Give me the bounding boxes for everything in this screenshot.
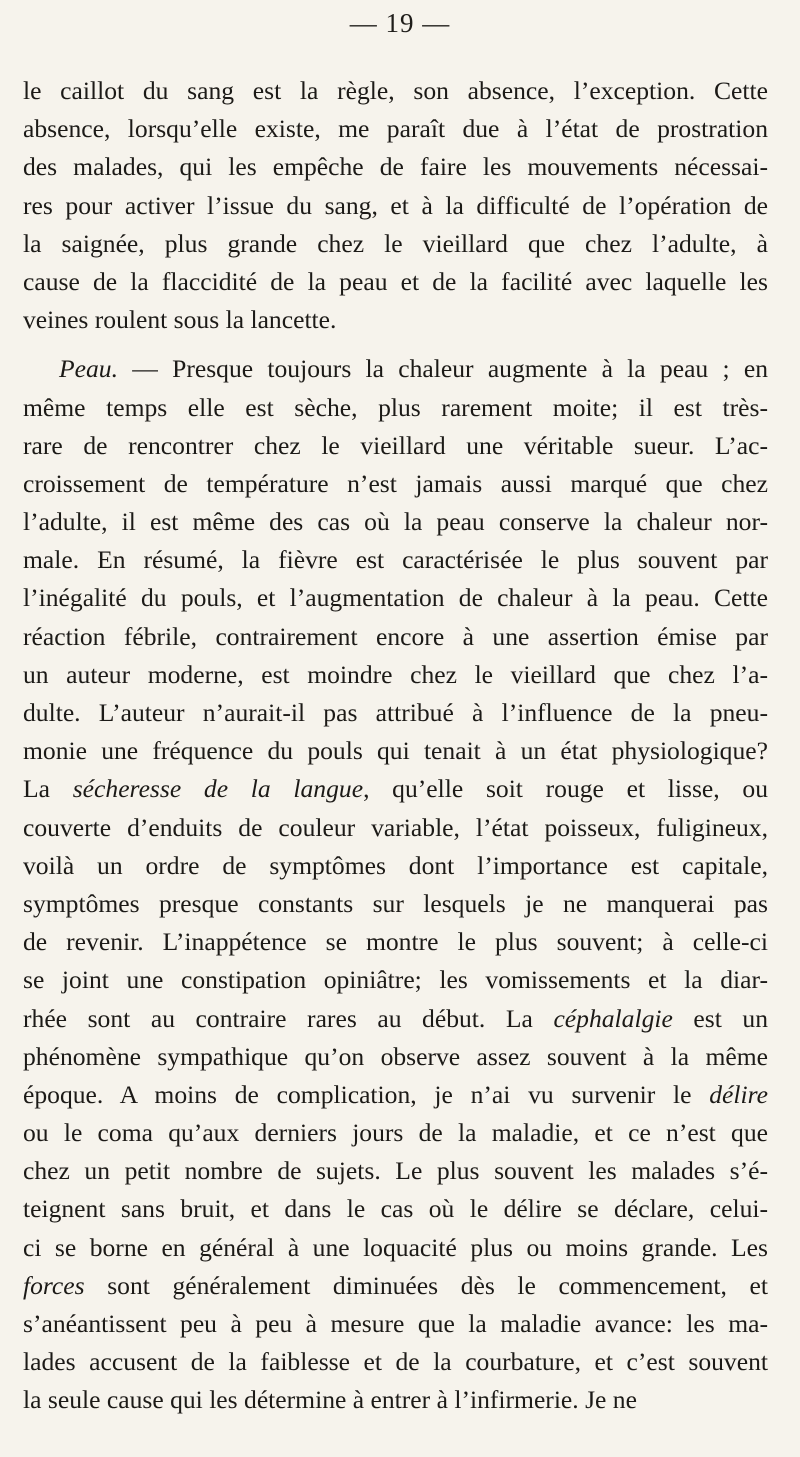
line-text: couverte d’enduits de couleur variable, l’état poisseux, fuligineux, bbox=[23, 812, 768, 842]
text-line bbox=[23, 923, 768, 961]
italic-text: céphalalgie bbox=[553, 1003, 673, 1033]
line-text: La bbox=[23, 774, 73, 804]
line-text: s’anéantissent peu à peu à mesure que la maladie avance: les ma- bbox=[23, 1309, 768, 1338]
text-line bbox=[23, 1114, 768, 1152]
text-line bbox=[23, 1381, 768, 1419]
text-line bbox=[23, 72, 768, 110]
text-line bbox=[23, 301, 768, 339]
line-text: rare de rencontrer chez le vieillard une véritable sueur. L’ac- bbox=[23, 430, 768, 460]
text-line bbox=[23, 427, 768, 465]
italic-text: forces bbox=[23, 1270, 85, 1300]
line-text: le caillot du sang est la règle, son absence, l’exception. Cette bbox=[23, 76, 768, 105]
line-text: lades accusent de la faiblesse et de la courbature, et c’est souvent bbox=[23, 1347, 768, 1377]
paragraph bbox=[23, 350, 768, 1419]
line-text: est un bbox=[672, 1003, 768, 1033]
text-line bbox=[23, 1000, 768, 1038]
text-line bbox=[23, 110, 768, 148]
line-text: male. En résumé, la fièvre est caractérisée le plus souvent par bbox=[23, 545, 768, 575]
line-text: de revenir. L’inappétence se montre le plus souvent; à celle-ci bbox=[23, 927, 768, 957]
text-line bbox=[23, 541, 768, 579]
line-text: époque. A moins de complication, je n’ai vu survenir le bbox=[23, 1079, 710, 1109]
text-line bbox=[23, 1305, 768, 1343]
line-text: même temps elle est sèche, plus rarement moite; il est très- bbox=[23, 392, 768, 422]
text-line bbox=[23, 579, 768, 617]
line-text: rhée sont au contraire rares au début. La bbox=[23, 1003, 554, 1033]
text-line bbox=[23, 465, 768, 503]
line-text: ci se borne en général à une loquacité plus ou moins grande. Les bbox=[23, 1232, 768, 1262]
text-line bbox=[23, 1267, 768, 1305]
line-text: veines roulent sous la lancette. bbox=[23, 305, 337, 335]
text-line bbox=[23, 263, 768, 301]
text-line bbox=[23, 618, 768, 656]
line-text: se joint une constipation opiniâtre; les vomissements et la diar- bbox=[23, 965, 768, 995]
text-line bbox=[23, 350, 768, 388]
text-line bbox=[23, 503, 768, 541]
text-line bbox=[23, 961, 768, 999]
text-line bbox=[23, 885, 768, 923]
text-line bbox=[23, 770, 768, 808]
line-text: ou le coma qu’aux derniers jours de la maladie, et ce n’est que bbox=[23, 1118, 768, 1148]
line-text: teignent sans bruit, et dans le cas où le délire se déclare, celui- bbox=[23, 1194, 768, 1224]
body-text bbox=[23, 72, 768, 1420]
text-line bbox=[23, 1229, 768, 1267]
line-text: cause de la flaccidité de la peau et de la facilité avec laquelle les bbox=[23, 266, 768, 296]
line-text: réaction fébrile, contrairement encore à une assertion émise par bbox=[23, 621, 768, 651]
line-text: dulte. L’auteur n’aurait-il pas attribué à l’influence de la pneu- bbox=[23, 698, 768, 727]
page-number: — 19 — bbox=[349, 8, 451, 38]
line-text: , qu’elle soit rouge et lisse, ou bbox=[363, 774, 768, 804]
line-text: des malades, qui les empêche de faire les mouvements nécessai- bbox=[23, 152, 768, 182]
text-line bbox=[23, 148, 768, 186]
line-text: — Presque toujours la chaleur augmente à la peau ; en bbox=[118, 354, 768, 384]
line-text: croissement de température n’est jamais aussi marqué que chez bbox=[23, 468, 768, 498]
text-line bbox=[23, 187, 768, 225]
text-line bbox=[23, 1152, 768, 1190]
text-line bbox=[23, 1038, 768, 1076]
line-text: chez un petit nombre de sujets. Le plus souvent les malades s’é- bbox=[23, 1156, 768, 1186]
line-text: l’adulte, il est même des cas où la peau conserve la chaleur nor- bbox=[23, 507, 768, 537]
text-line bbox=[23, 809, 768, 847]
text-line bbox=[23, 389, 768, 427]
line-text: l’inégalité du pouls, et l’augmentation de chaleur à la peau. Cette bbox=[23, 583, 768, 613]
line-text: un auteur moderne, est moindre chez le vieillard que chez l’a- bbox=[23, 659, 768, 689]
line-text: symptômes presque constants sur lesquels je ne manquerai pas bbox=[23, 888, 768, 918]
line-text: sont généralement diminuées dès le commencement, et bbox=[84, 1270, 768, 1300]
text-line bbox=[23, 694, 768, 732]
italic-text: Peau. bbox=[59, 354, 118, 384]
text-line bbox=[23, 1076, 768, 1114]
text-line bbox=[23, 1190, 768, 1228]
line-text: absence, lorsqu’elle existe, me paraît due à l’état de prostration bbox=[23, 114, 768, 144]
line-text: voilà un ordre de symptômes dont l’importance est capitale, bbox=[23, 850, 768, 880]
text-line bbox=[23, 225, 768, 263]
text-line bbox=[23, 656, 768, 694]
line-text: phénomène sympathique qu’on observe assez souvent à la même bbox=[23, 1041, 768, 1071]
text-line bbox=[23, 847, 768, 885]
italic-text: sécheresse de la langue bbox=[72, 774, 364, 804]
text-line bbox=[23, 1343, 768, 1381]
line-text: res pour activer l’issue du sang, et à la difficulté de l’opération de bbox=[23, 190, 768, 220]
italic-text: délire bbox=[709, 1079, 768, 1109]
line-text: la saignée, plus grande chez le vieillard que chez l’adulte, à bbox=[23, 228, 768, 258]
line-text: monie une fréquence du pouls qui tenait à un état physiologique? bbox=[23, 736, 768, 766]
line-text: la seule cause qui les détermine à entrer à l’infirmerie. Je ne bbox=[23, 1385, 637, 1415]
text-line bbox=[23, 732, 768, 770]
paragraph bbox=[23, 72, 768, 339]
